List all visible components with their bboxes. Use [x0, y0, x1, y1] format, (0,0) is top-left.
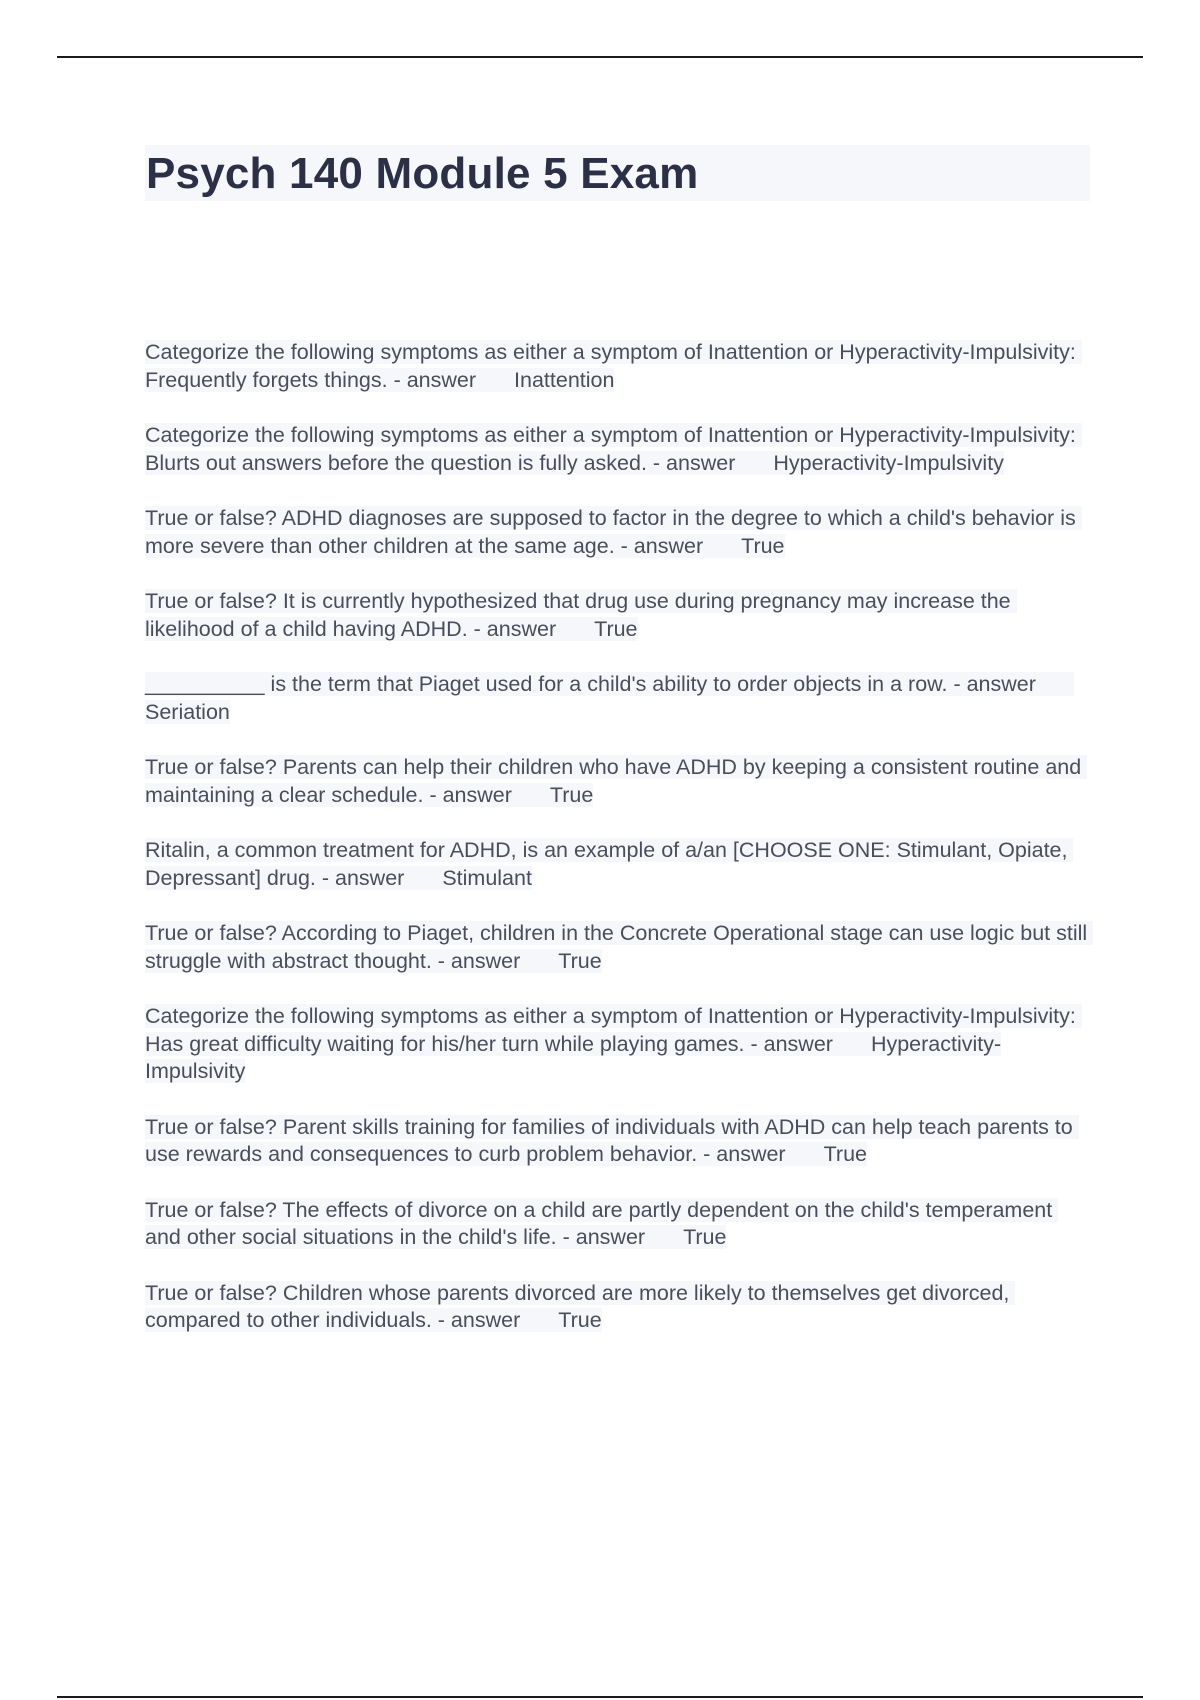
answer-marker: - answer	[556, 1225, 646, 1249]
answer-marker: - answer	[646, 450, 736, 475]
page-title: Psych 140 Module 5 Exam	[146, 149, 699, 198]
question-text: Ritalin, a common treatment for ADHD, is an example of a/an [CHOOSE ONE: Stimulant, Opiate, Depressant] drug.	[145, 838, 1074, 890]
question-text: Categorize the following symptoms as either a symptom of Inattention or Hyperactivity-Impulsivity: Frequently forgets things.	[145, 340, 1082, 392]
answer-marker: - answer	[697, 1142, 786, 1166]
qa-item	[145, 1197, 1090, 1252]
question-text: True or false? Parents can help their children who have ADHD by keeping a consistent routine and maintaining a clear schedule.	[145, 755, 1088, 807]
question-text: True or false? It is currently hypothesized that drug use during pregnancy may increase the likelihood of a child having ADHD.	[145, 589, 1017, 641]
question-text: True or false? The effects of divorce on a child are partly dependent on the child's temperament and other social situations in the child's life.	[145, 1197, 1059, 1249]
answer-text: Seriation	[145, 699, 230, 724]
answer-text: True	[741, 533, 785, 558]
answer-marker: - answer	[614, 533, 704, 558]
qa-item	[145, 1114, 1090, 1169]
answer-text: True	[594, 616, 638, 641]
qa-item	[145, 1003, 1090, 1086]
qa-item	[145, 920, 1094, 975]
answer-marker: - answer	[431, 1308, 521, 1332]
answer-text: True	[558, 1308, 602, 1332]
qa-item	[145, 754, 1090, 809]
qa-item	[145, 837, 1090, 892]
answer-text: Hyperactivity-Impulsivity	[773, 450, 1004, 475]
question-text: Categorize the following symptoms as either a symptom of Inattention or Hyperactivity-Impulsivity: Blurts out answers before the question is fully asked.	[145, 423, 1082, 475]
answer-text: Stimulant	[442, 865, 532, 890]
bottom-rule	[57, 1696, 1143, 1698]
qa-item	[145, 671, 1090, 726]
question-text: True or false? According to Piaget, children in the Concrete Operational stage can use logic but still struggle with abstract thought.	[145, 921, 1094, 973]
qa-item	[145, 339, 1090, 394]
answer-text: Hyperactivity-Impulsivity	[145, 1031, 1002, 1083]
answer-text: Inattention	[514, 367, 615, 392]
answer-text: True	[558, 948, 602, 973]
question-text: True or false? ADHD diagnoses are supposed to factor in the degree to which a child's behavior is more severe than other children at the same age.	[145, 506, 1082, 558]
answer-marker: - answer	[387, 367, 477, 392]
answer-marker: - answer	[467, 616, 557, 641]
qa-item	[145, 422, 1090, 477]
qa-item	[145, 1280, 1090, 1335]
answer-text: True	[823, 1142, 868, 1166]
answer-text: True	[683, 1225, 727, 1249]
answer-marker: - answer	[431, 948, 521, 973]
question-text: True or false? Parent skills training for families of individuals with ADHD can help teach parents to use rewards and consequences to curb problem behavior.	[145, 1114, 1079, 1166]
answer-marker: - answer	[947, 672, 1036, 696]
answer-text: True	[549, 782, 594, 807]
qa-item	[145, 505, 1090, 560]
question-text: True or false? Children whose parents divorced are more likely to themselves get divorced, compared to other individuals.	[145, 1280, 1016, 1332]
answer-marker: - answer	[744, 1031, 833, 1056]
top-rule	[57, 56, 1143, 58]
question-text: __________ is the term that Piaget used for a child's ability to order objects in a row.	[145, 672, 948, 696]
answer-marker: - answer	[315, 865, 405, 890]
question-text: Categorize the following symptoms as either a symptom of Inattention or Hyperactivity-Impulsivity: Has great difficulty waiting for his/her turn while playing games.	[145, 1004, 1082, 1056]
qa-list	[145, 339, 1094, 1363]
qa-item	[145, 588, 1090, 643]
answer-marker: - answer	[423, 782, 512, 807]
